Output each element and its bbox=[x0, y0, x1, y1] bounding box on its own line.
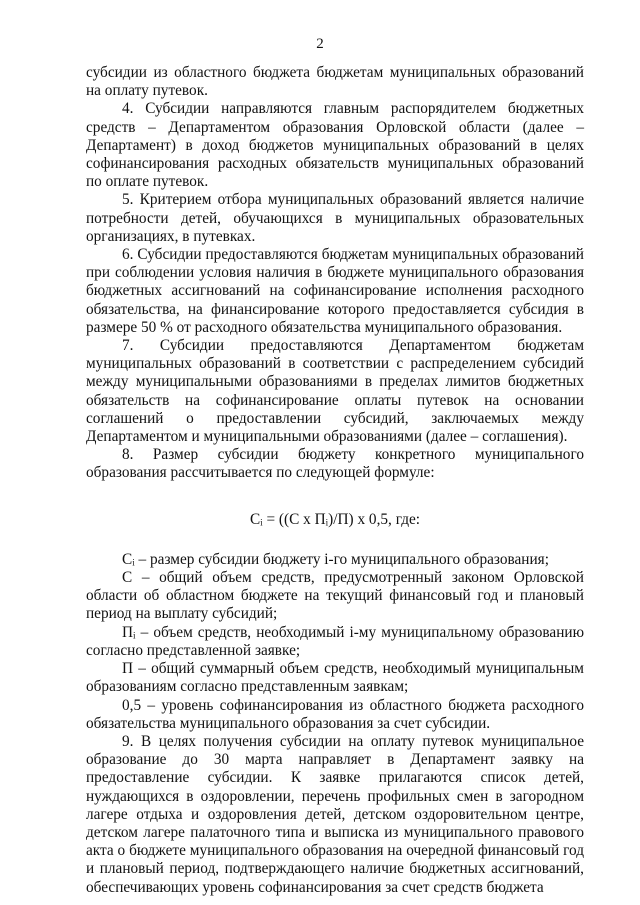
subsidy-formula: Cᵢ = ((С x Пᵢ)/П) x 0,5, где: bbox=[249, 510, 421, 528]
definition-c: С – общий объем средств, предусмотренный законом Орловской области об областном бюджете на текущий финансовый год и плановый период на выплату субсидий; bbox=[86, 569, 584, 623]
definition-ci: Cᵢ – размер субсидии бюджету i-го муниципального образования; bbox=[122, 550, 549, 568]
paragraph-5: 5. Критерием отбора муниципальных образований является наличие потребности детей, обучающихся в муниципальных образовательных организациях, в путевках. bbox=[86, 191, 584, 245]
page-number: 2 bbox=[316, 36, 324, 52]
definition-cofinancing-level: 0,5 – уровень софинансирования из областного бюджета расходного обязательства муниципального образования за счет субсидии. bbox=[86, 696, 584, 732]
paragraph-6: 6. Субсидии предоставляются бюджетам муниципальных образований при соблюдении условия наличия в бюджете муниципального образования бюджетных ассигнований на софинансирование исполнения расходного обязательства, на финансирование которого предоставляется субсидия в размере 50 % от расходного обязательства муниципального образования. bbox=[86, 246, 584, 336]
paragraph-8: 8. Размер субсидии бюджету конкретного муниципального образования рассчитывается по следующей формуле: bbox=[86, 446, 584, 482]
paragraph-continuation: субсидии из областного бюджета бюджетам муниципальных образований на оплату путевок. bbox=[86, 64, 584, 100]
definition-pi: Пᵢ – объем средств, необходимый i-му муниципальному образованию согласно представленной заявке; bbox=[86, 623, 584, 659]
definition-p: П – общий суммарный объем средств, необходимый муниципальным образованиям согласно представленным заявкам; bbox=[86, 660, 584, 696]
document-body bbox=[86, 64, 584, 897]
paragraph-9: 9. В целях получения субсидии на оплату путевок муниципальное образование до 30 марта направляет в Департамент заявку на предоставление субсидии. К заявке прилагаются список детей, нуждающихся в оздоровлении, перечень профильных смен в загородном лагере отдыха и оздоровления детей, детском оздоровительном центре, детском лагере палаточного типа и выписка из муниципального правового акта о бюджете муниципального образования на очередной финансовый год и плановый период, подтверждающего наличие бюджетных ассигнований, обеспечивающих уровень софинансирования за счет средств бюджета bbox=[86, 732, 584, 896]
paragraph-4: 4. Субсидии направляются главным распорядителем бюджетных средств – Департаментом образования Орловской области (далее – Департамент) в доход бюджетов муниципальных образований в целях софинансирования расходных обязательств муниципальных образований по оплате путевок. bbox=[86, 100, 584, 191]
paragraph-7: 7. Субсидии предоставляются Департаментом бюджетам муниципальных образований в соответствии с распределением субсидий между муниципальными образованиями в пределах лимитов бюджетных обязательств на софинансирование оплаты путевок на основании соглашений о предоставлении субсидий, заключаемых между Департаментом и муниципальными образованиями (далее – соглашения). bbox=[86, 337, 584, 446]
